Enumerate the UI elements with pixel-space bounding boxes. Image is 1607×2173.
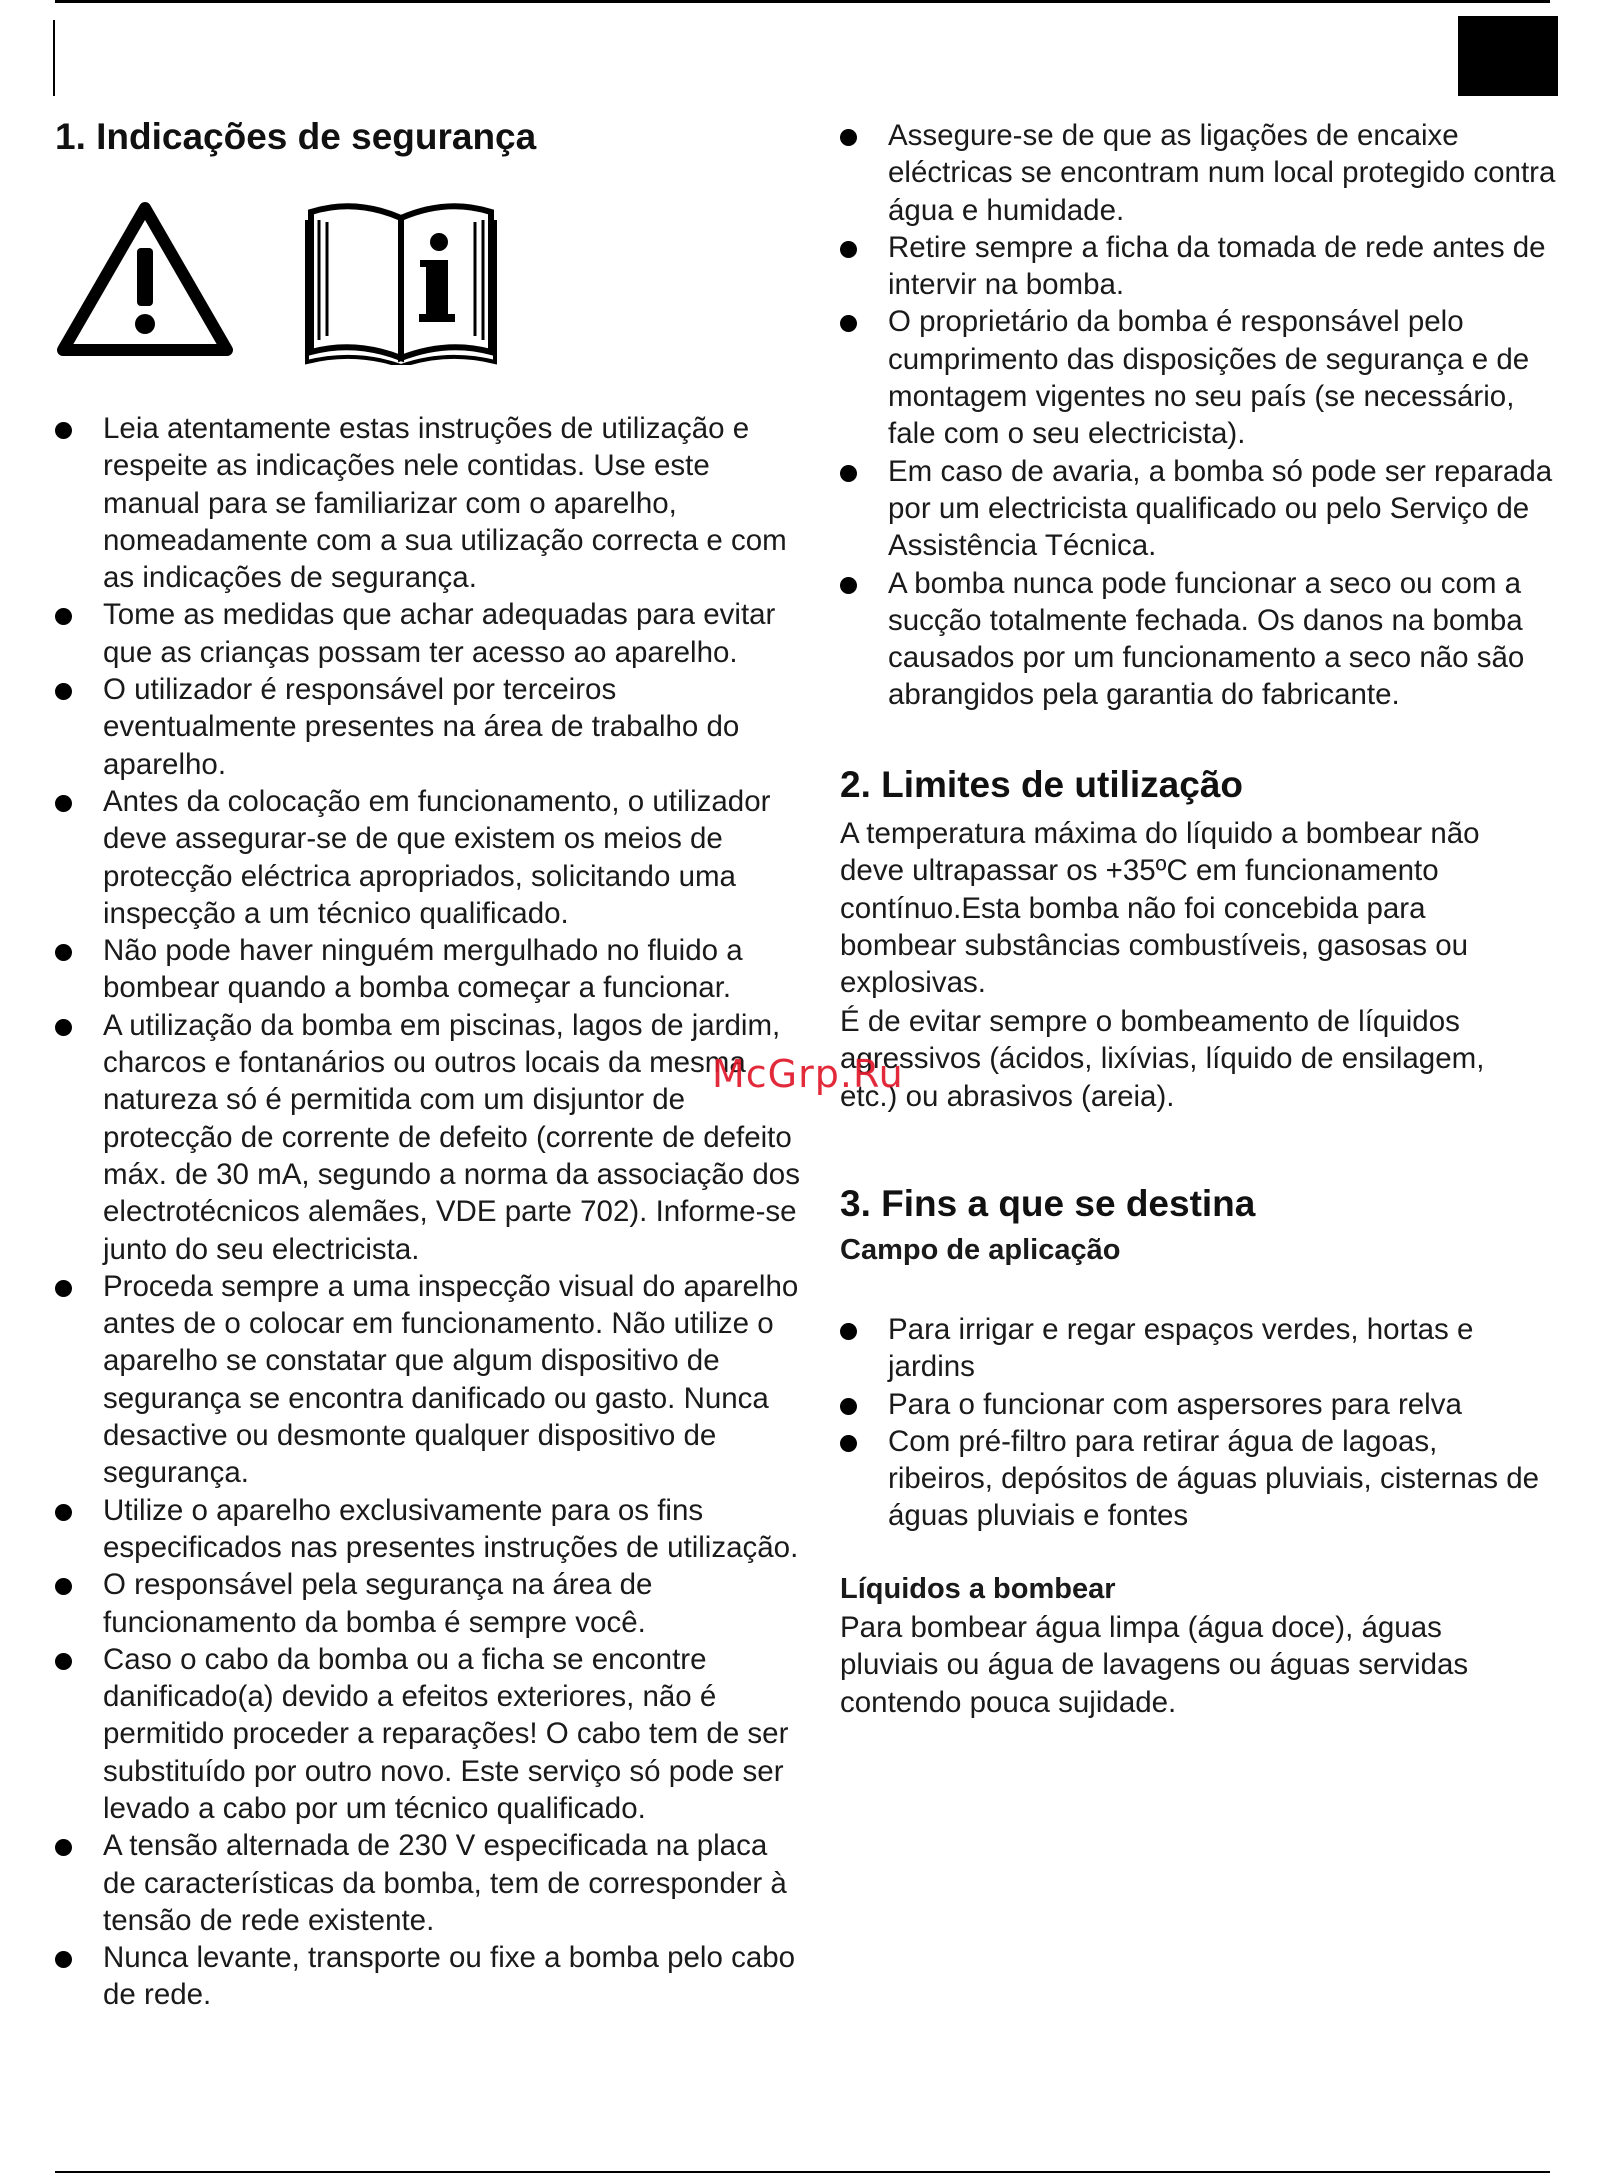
bullet-icon	[55, 1280, 72, 1297]
bullet-icon	[55, 1504, 72, 1521]
bullet-icon	[55, 795, 72, 812]
list-item: Caso o cabo da bomba ou a ficha se encontre danificado(a) devido a efeitos exteriores, não é permitido proceder a reparações! O cabo tem de ser substituído por outro novo. Este serviço só pode ser levado a cabo por um técnico qualificado.	[55, 1641, 800, 1827]
list-item: Não pode haver ninguém mergulhado no fluido a bombear quando a bomba começar a funcionar.	[55, 932, 800, 1007]
list-item: A bomba nunca pode funcionar a seco ou com a sucção totalmente fechada. Os danos na bomba causados por um funcionamento a seco não são abrangidos pela garantia do fabricante.	[840, 565, 1570, 714]
bullet-icon	[55, 1653, 72, 1670]
safety-icons	[55, 190, 515, 370]
bullet-icon	[55, 1839, 72, 1856]
list-item: Antes da colocação em funcionamento, o utilizador deve assegurar-se de que existem os meios de protecção eléctrica apropriados, solicitando uma inspecção a um técnico qualificado.	[55, 783, 800, 932]
list-item: Proceda sempre a uma inspecção visual do aparelho antes de o colocar em funcionamento. Não utilize o aparelho se constatar que algum dispositivo de segurança se encontra danificado ou gasto. Nunca desactive ou desmonte qualquer dispositivo de segurança.	[55, 1268, 800, 1492]
list-item: O responsável pela segurança na área de funcionamento da bomba é sempre você.	[55, 1566, 800, 1641]
list-item: A tensão alternada de 230 V especificada na placa de características da bomba, tem de corresponder à tensão de rede existente.	[55, 1827, 800, 1939]
application-list	[840, 1311, 1540, 1535]
list-item: Utilize o aparelho exclusivamente para os fins especificados nas presentes instruções de utilização.	[55, 1492, 800, 1567]
section2-title: 2. Limites de utilização	[840, 764, 1244, 805]
bullet-icon	[840, 1398, 857, 1415]
bullet-icon	[55, 683, 72, 700]
bullet-icon	[840, 1323, 857, 1340]
list-item: Nunca levante, transporte ou fixe a bomba pelo cabo de rede.	[55, 1939, 800, 2014]
bullet-icon	[840, 241, 857, 258]
list-item: Em caso de avaria, a bomba só pode ser reparada por um electricista qualificado ou pelo Serviço de Assistência Técnica.	[840, 453, 1570, 565]
safety-list-right	[840, 117, 1570, 714]
bullet-icon	[55, 1578, 72, 1595]
section2-paragraph-2: É de evitar sempre o bombeamento de líquidos agressivos (ácidos, lixívias, líquido de ensilagem, etc.) ou abrasivos (areia).	[840, 1005, 1485, 1113]
warning-triangle-icon	[63, 208, 227, 350]
list-item: O proprietário da bomba é responsável pelo cumprimento das disposições de segurança e de montagem vigentes no seu país (se necessário, fale com o seu electricista).	[840, 303, 1570, 452]
top-rule	[55, 0, 1550, 3]
read-manual-icon	[307, 206, 495, 365]
list-item: Com pré-filtro para retirar água de lagoas, ribeiros, depósitos de águas pluviais, cisternas de águas pluviais e fontes	[840, 1423, 1540, 1535]
section3-subtitle-application: Campo de aplicação	[840, 1234, 1121, 1266]
bullet-icon	[840, 315, 857, 332]
bullet-icon	[55, 944, 72, 961]
left-rule	[53, 20, 55, 96]
section3-subtitle-liquids: Líquidos a bombear	[840, 1573, 1116, 1605]
bullet-icon	[840, 465, 857, 482]
bullet-icon	[55, 1951, 72, 1968]
bullet-icon	[840, 1435, 857, 1452]
section1-title: 1. Indicações de segurança	[55, 116, 537, 157]
list-item: Para o funcionar com aspersores para relva	[840, 1386, 1540, 1423]
list-item: Para irrigar e regar espaços verdes, hortas e jardins	[840, 1311, 1540, 1386]
list-item: A utilização da bomba em piscinas, lagos de jardim, charcos e fontanários ou outros locais da mesma natureza só é permitida com um disjuntor de protecção de corrente de defeito (corrente de defeito máx. de 30 mA, segundo a norma da associação dos electrotécnicos alemães, VDE parte 702). Informe-se junto do seu electricista.	[55, 1007, 800, 1268]
section3-title: 3. Fins a que se destina	[840, 1183, 1256, 1224]
bullet-icon	[55, 608, 72, 625]
bullet-icon	[55, 422, 72, 439]
page-tab-marker	[1458, 16, 1558, 96]
list-item: Tome as medidas que achar adequadas para evitar que as crianças possam ter acesso ao aparelho.	[55, 596, 800, 671]
section3-paragraph: Para bombear água limpa (água doce), águas pluviais ou água de lavagens ou águas servidas contendo pouca sujidade.	[840, 1611, 1469, 1719]
safety-list-left	[55, 410, 800, 2014]
list-item: Leia atentamente estas instruções de utilização e respeite as indicações nele contidas. Use este manual para se familiarizar com o aparelho, nomeadamente com a sua utilização correcta e com as indicações de segurança.	[55, 410, 800, 596]
bullet-icon	[840, 577, 857, 594]
section2-paragraph-1: A temperatura máxima do líquido a bombear não deve ultrapassar os +35ºC em funcionamento contínuo.Esta bomba não foi concebida para bombear substâncias combustíveis, gasosas ou explosivas.	[840, 817, 1480, 1000]
list-item: Assegure-se de que as ligações de encaixe eléctricas se encontram num local protegido contra água e humidade.	[840, 117, 1570, 229]
list-item: O utilizador é responsável por terceiros eventualmente presentes na área de trabalho do aparelho.	[55, 671, 800, 783]
bullet-icon	[55, 1019, 72, 1036]
bullet-icon	[840, 129, 857, 146]
list-item: Retire sempre a ficha da tomada de rede antes de intervir na bomba.	[840, 229, 1570, 304]
watermark: McGrp.Ru	[712, 1052, 904, 1096]
